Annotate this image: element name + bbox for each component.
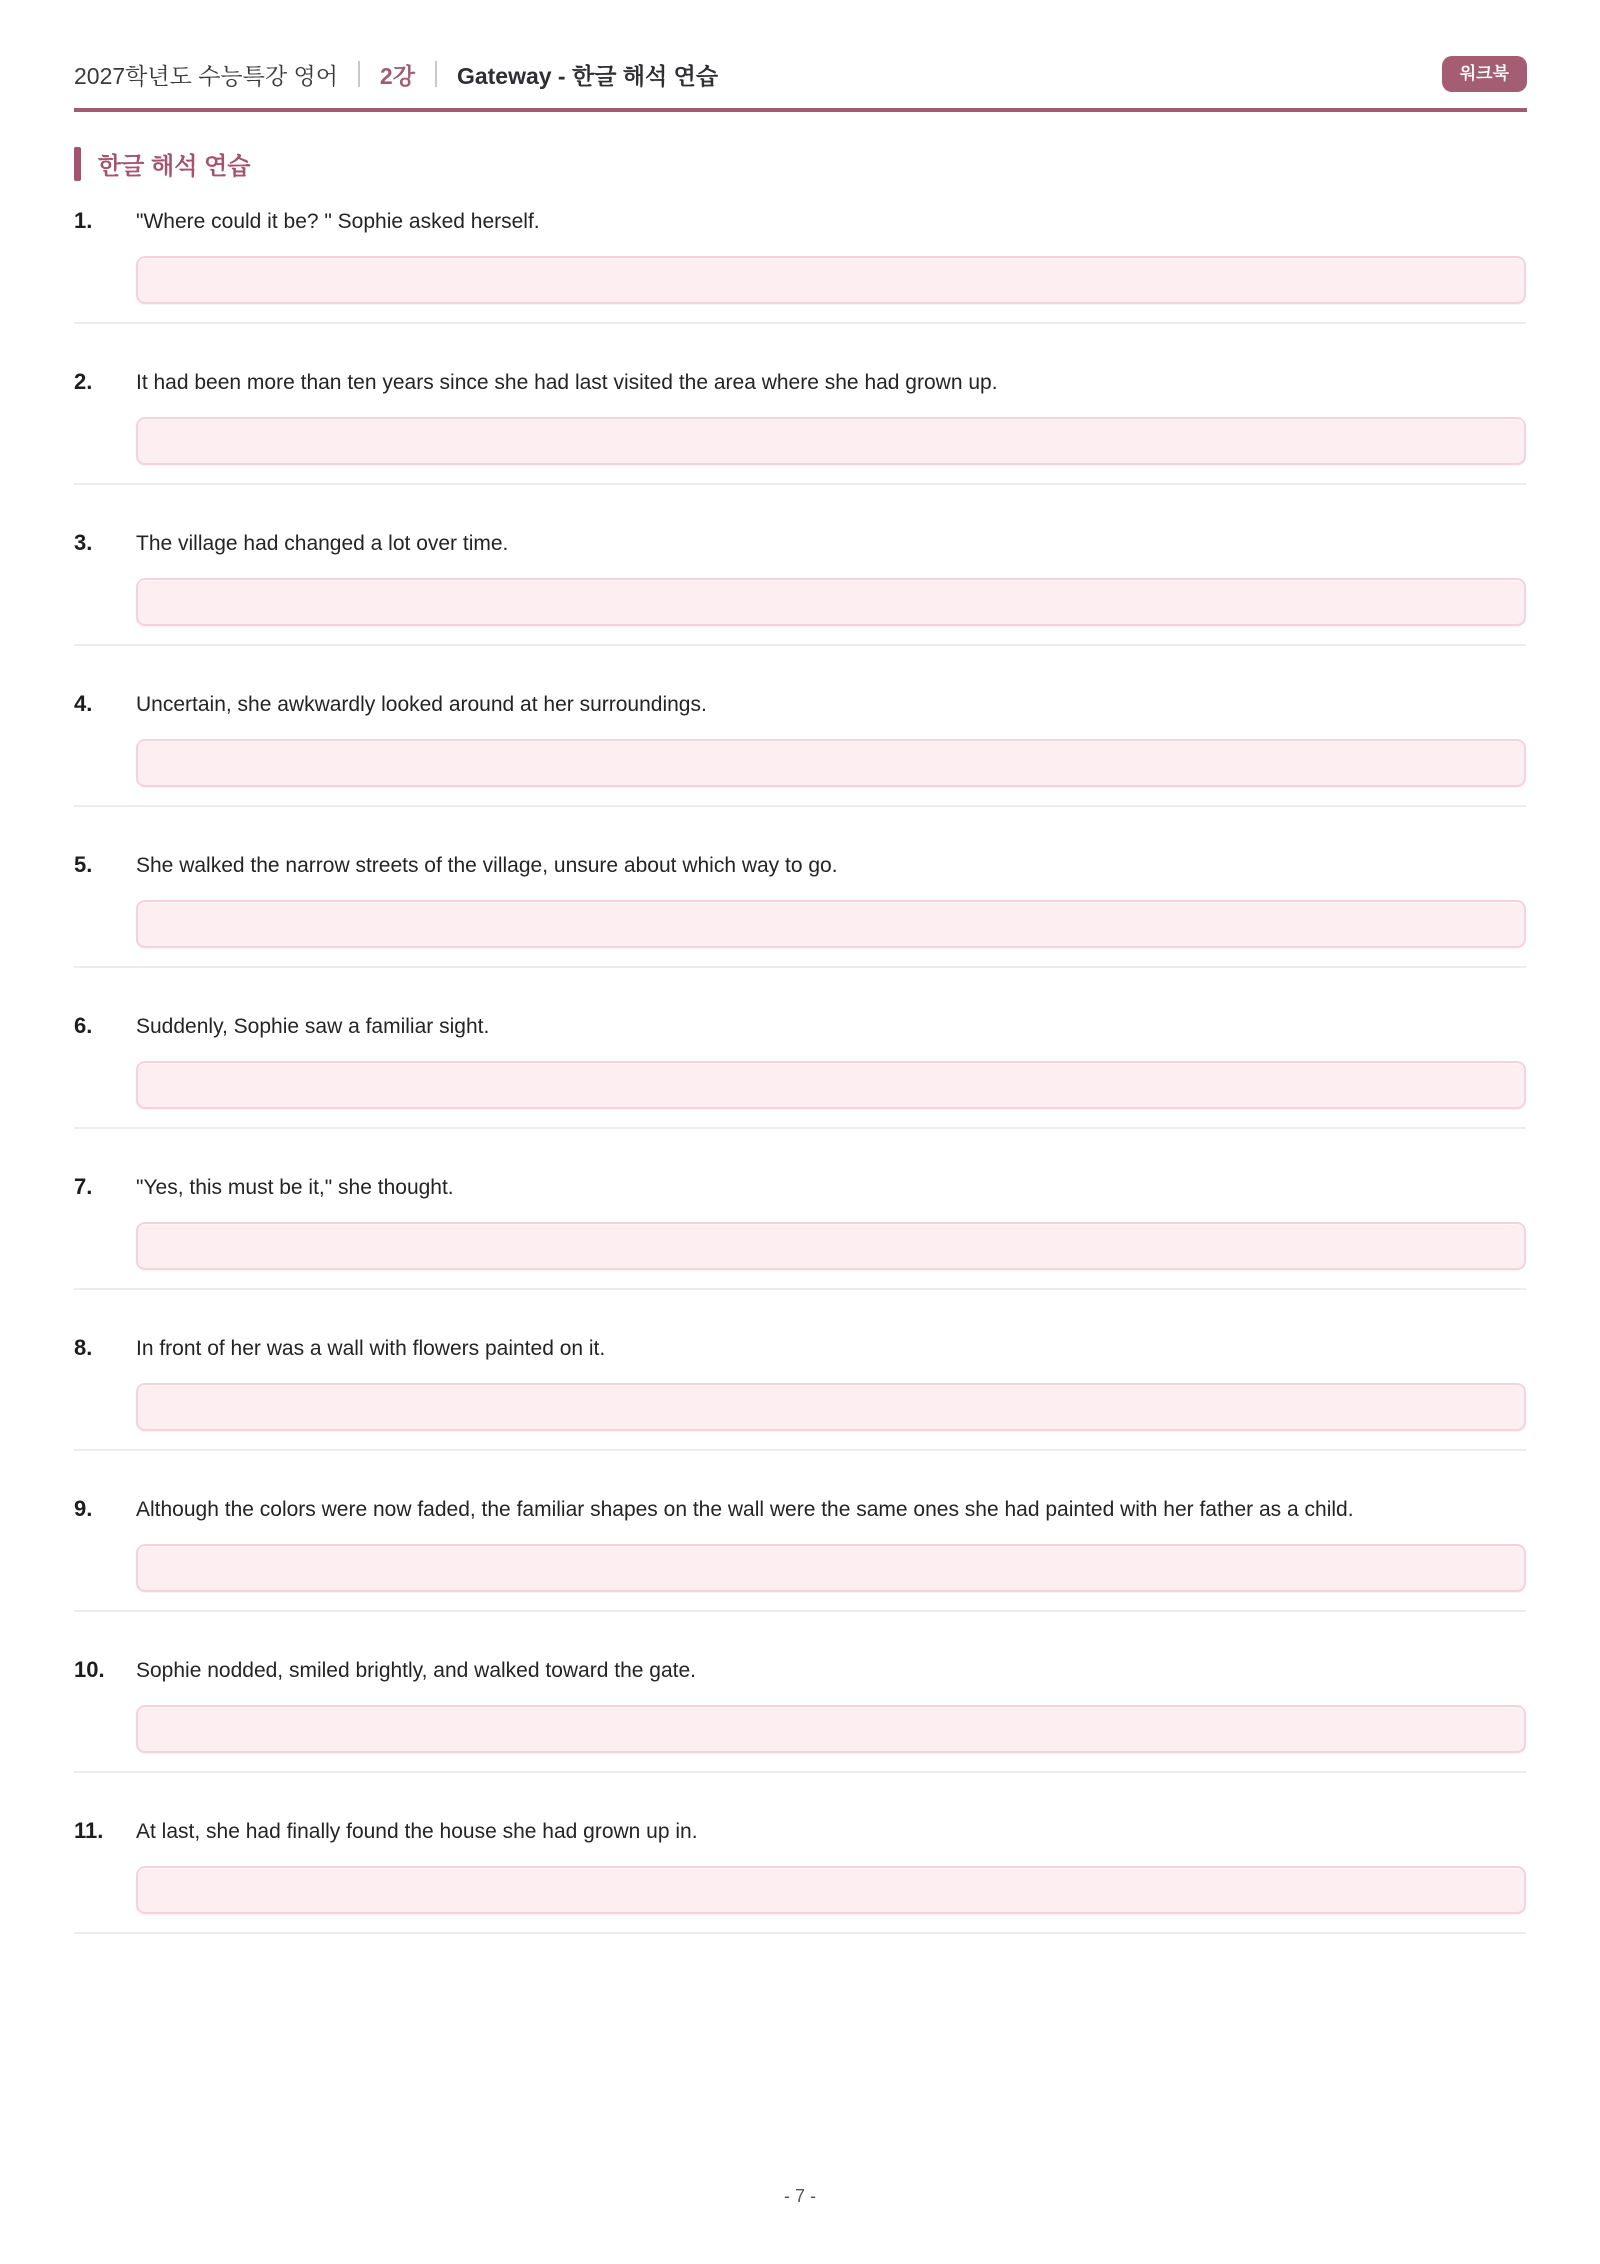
question-sentence: Sophie nodded, smiled brightly, and walked toward the gate. bbox=[136, 1659, 696, 1683]
question-number: 10. bbox=[74, 1657, 105, 1683]
answer-box[interactable] bbox=[136, 739, 1526, 787]
question-number: 7. bbox=[74, 1174, 93, 1200]
page-number: - 7 - bbox=[783, 2186, 816, 2206]
workbook-badge: 워크북 bbox=[1442, 56, 1527, 92]
question-item bbox=[74, 324, 1526, 485]
question-sentence: She walked the narrow streets of the village, unsure about which way to go. bbox=[136, 854, 838, 878]
answer-box[interactable] bbox=[136, 1866, 1526, 1914]
question-sentence: Suddenly, Sophie saw a familiar sight. bbox=[136, 1015, 490, 1039]
course-title: 2027학년도 수능특강 영어 bbox=[74, 62, 338, 89]
question-item bbox=[74, 485, 1526, 646]
question-number: 3. bbox=[74, 530, 93, 556]
page-header bbox=[74, 0, 1527, 112]
question-sentence: At last, she had finally found the house she had grown up in. bbox=[136, 1820, 698, 1844]
answer-box[interactable] bbox=[136, 900, 1526, 948]
question-sentence: The village had changed a lot over time. bbox=[136, 532, 509, 556]
header-rule bbox=[74, 108, 1527, 112]
question-sentence: In front of her was a wall with flowers painted on it. bbox=[136, 1337, 606, 1361]
question-sentence: It had been more than ten years since she had last visited the area where she had grown up. bbox=[136, 371, 998, 395]
question-item bbox=[74, 181, 1526, 324]
header-separator bbox=[358, 61, 360, 87]
question-item bbox=[74, 1612, 1526, 1773]
question-item bbox=[74, 646, 1526, 807]
section-title bbox=[74, 146, 1526, 181]
question-list bbox=[74, 181, 1526, 1934]
section-label: 한글 해석 연습 bbox=[98, 153, 251, 181]
header-separator bbox=[435, 61, 437, 87]
answer-box[interactable] bbox=[136, 256, 1526, 304]
question-number: 1. bbox=[74, 208, 93, 234]
section-accent-bar bbox=[74, 147, 81, 181]
answer-box[interactable] bbox=[136, 1061, 1526, 1109]
question-item bbox=[74, 1290, 1526, 1451]
answer-box[interactable] bbox=[136, 1544, 1526, 1592]
answer-box[interactable] bbox=[136, 1222, 1526, 1270]
lesson-number: 2강 bbox=[379, 62, 415, 89]
question-sentence: "Where could it be? " Sophie asked herself. bbox=[136, 210, 540, 234]
item-divider bbox=[74, 1932, 1526, 1934]
header-title-group bbox=[74, 58, 718, 91]
question-number: 4. bbox=[74, 691, 93, 717]
answer-box[interactable] bbox=[136, 1705, 1526, 1753]
question-sentence: Uncertain, she awkwardly looked around at her surroundings. bbox=[136, 693, 707, 717]
question-number: 6. bbox=[74, 1013, 93, 1039]
question-number: 8. bbox=[74, 1335, 93, 1361]
question-item bbox=[74, 1773, 1526, 1934]
answer-box[interactable] bbox=[136, 578, 1526, 626]
question-sentence: "Yes, this must be it," she thought. bbox=[136, 1176, 454, 1200]
answer-box[interactable] bbox=[136, 1383, 1526, 1431]
question-sentence: Although the colors were now faded, the familiar shapes on the wall were the same ones she had painted with her father as a child. bbox=[136, 1498, 1354, 1522]
question-item bbox=[74, 968, 1526, 1129]
unit-title: Gateway - 한글 해석 연습 bbox=[456, 62, 719, 89]
question-number: 5. bbox=[74, 852, 93, 878]
answer-box[interactable] bbox=[136, 417, 1526, 465]
question-number: 9. bbox=[74, 1496, 93, 1522]
question-item bbox=[74, 807, 1526, 968]
question-number: 2. bbox=[74, 369, 93, 395]
question-item bbox=[74, 1129, 1526, 1290]
question-number: 11. bbox=[74, 1818, 104, 1844]
question-item bbox=[74, 1451, 1526, 1612]
